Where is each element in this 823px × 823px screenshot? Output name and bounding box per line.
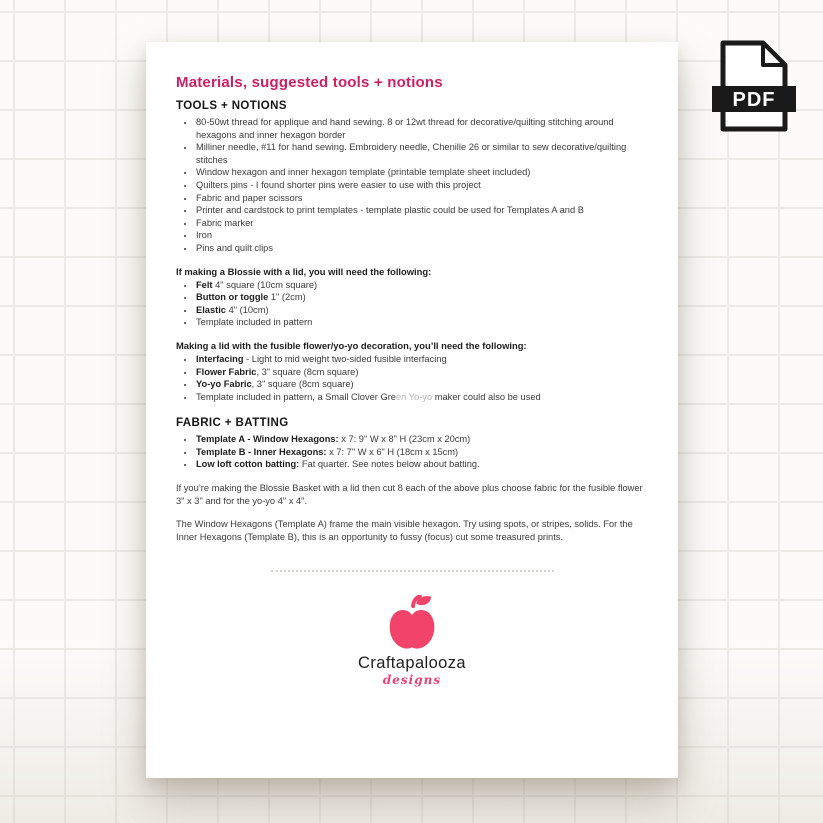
list-item <box>195 279 648 292</box>
brand-name: Craftapalooza <box>358 654 466 673</box>
text: maker could also be used <box>432 391 541 402</box>
list-item <box>195 391 648 404</box>
text: Fabric and paper scissors <box>196 192 303 203</box>
bold-text: Interfacing <box>196 353 244 364</box>
bold-text: Button or toggle <box>196 292 269 303</box>
text: - Light to mid weight two-sided fusible interfacing <box>243 353 447 364</box>
list-item <box>195 192 648 205</box>
bold-text: Yo-yo Fabric <box>196 379 252 390</box>
page-title: Materials, suggested tools + notions <box>176 74 443 91</box>
muted-text: en Yo-yo <box>395 391 433 402</box>
list-item <box>195 304 648 317</box>
bullet-list <box>176 279 648 329</box>
bold-text: Flower Fabric <box>196 366 257 377</box>
text: 80-50wt thread for applique and hand sewing. 8 or 12wt thread for decorative/quilting stitching around hexagons and inner hexagon border <box>196 117 614 140</box>
pdf-file-badge[interactable] <box>710 40 798 132</box>
bullet-list <box>176 353 648 403</box>
list-item <box>195 446 648 459</box>
list-item <box>195 229 648 242</box>
bullet-list <box>176 116 648 255</box>
bold-text: Felt <box>196 279 213 290</box>
text: Milliner needle, #11 for hand sewing. Embroidery needle, Chenille 26 or similar to sew decorative/quilting stitches <box>196 142 627 165</box>
text: Window hexagon and inner hexagon template (printable template sheet included) <box>196 167 531 178</box>
paragraph: The Window Hexagons (Template A) frame the main visible hexagon. Try using spots, or stripes, solids. For the Inner Hexagons (Template B), this is an opportunity to fussy (focus) cut some treasured prints. <box>176 519 633 542</box>
document-content <box>146 42 678 687</box>
pdf-file-icon <box>710 40 798 132</box>
text: x 7: 7" W x 6" H (18cm x 15cm) <box>326 446 459 457</box>
bullet-list <box>176 433 648 471</box>
text: x 7: 9" W x 8" H (23cm x 20cm) <box>338 434 471 445</box>
list-intro: Making a lid with the fusible flower/yo-yo decoration, you’ll need the following: <box>176 339 527 351</box>
list-item <box>195 242 648 255</box>
list-item <box>195 353 648 366</box>
text: 1" (2cm) <box>268 292 306 303</box>
section-heading: TOOLS + NOTIONS <box>176 100 287 112</box>
text: Pins and quilt clips <box>196 242 273 253</box>
document-body <box>176 100 648 572</box>
text: Fat quarter. See notes below about batting. <box>299 459 480 470</box>
brand-logo <box>176 595 648 687</box>
text: Fabric marker <box>196 217 254 228</box>
text: 4" square (10cm square) <box>212 279 318 290</box>
section-heading: FABRIC + BATTING <box>176 417 289 430</box>
list-item <box>195 179 648 192</box>
list-item <box>195 116 648 141</box>
bold-text: Low loft cotton batting: <box>196 459 300 470</box>
text: Printer and cardstock to print templates - template plastic could be used for Templates A and B <box>196 205 584 216</box>
text: Template included in pattern <box>196 317 313 328</box>
list-intro: If making a Blossie with a lid, you will need the following: <box>176 265 432 277</box>
text: Iron <box>196 230 213 241</box>
text: Template included in pattern, a Small Clover Gre <box>196 391 396 402</box>
list-item <box>195 316 648 329</box>
bold-text: Elastic <box>196 304 226 315</box>
list-item <box>195 141 648 166</box>
list-item <box>195 458 648 471</box>
apple-icon <box>384 595 440 653</box>
list-item <box>195 378 648 391</box>
text: , 3" square (8cm square) <box>251 379 354 390</box>
text: Quilters pins - I found shorter pins were easier to use with this project <box>196 179 481 190</box>
list-item <box>195 291 648 304</box>
bold-text: Template A - Window Hexagons: <box>196 434 339 445</box>
pdf-label: PDF <box>732 89 776 111</box>
list-item <box>195 204 648 217</box>
list-item <box>195 166 648 179</box>
text: , 3" square (8cm square) <box>256 366 359 377</box>
dotted-divider <box>271 570 554 572</box>
text: 4" (10cm) <box>225 304 269 315</box>
list-item <box>195 433 648 446</box>
paragraph: If you’re making the Blossie Basket with a lid then cut 8 each of the above plus choose fabric for the fusible flower 3" x 3" and for the yo-yo 4" x 4". <box>176 483 643 506</box>
bold-text: Template B - Inner Hexagons: <box>196 446 327 457</box>
list-item <box>195 366 648 379</box>
document-page <box>146 42 678 778</box>
brand-tagline: designs <box>382 673 442 688</box>
list-item <box>195 217 648 230</box>
